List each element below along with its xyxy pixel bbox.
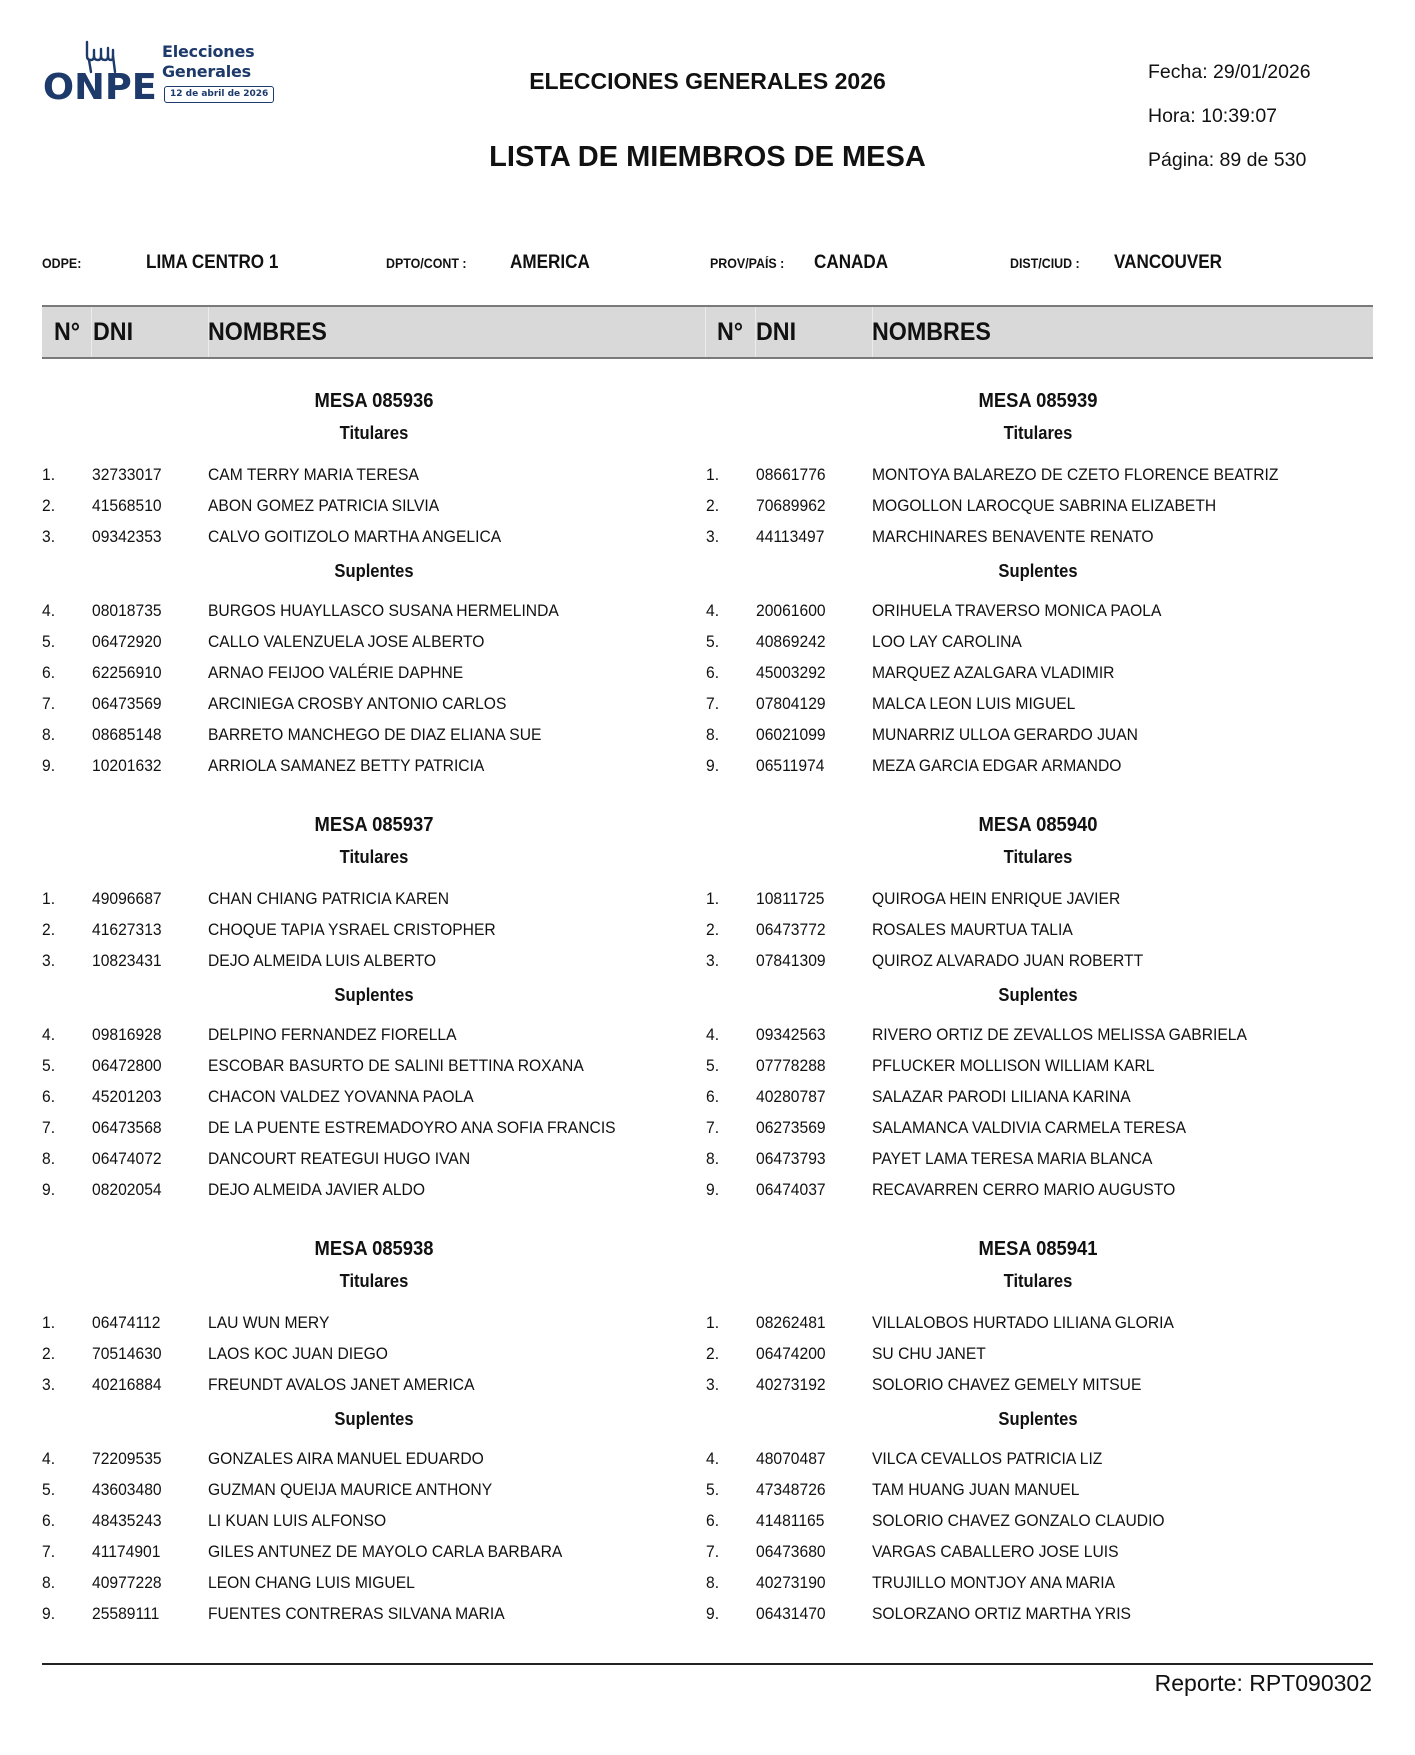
pagina: Página: 89 de 530 (1148, 149, 1307, 171)
member-number: 8. (706, 725, 720, 744)
member-row (706, 1311, 1370, 1335)
member-number: 7. (42, 694, 56, 713)
member-row (706, 1178, 1370, 1202)
member-dni: 43603480 (92, 1480, 162, 1499)
member-number: 6. (42, 1511, 56, 1530)
column-divider (705, 307, 706, 357)
member-name: SOLORIO CHAVEZ GEMELY MITSUE (872, 1375, 1142, 1394)
dist-label: DIST/CIUD : (1010, 256, 1080, 271)
member-number: 8. (706, 1573, 720, 1592)
member-row (706, 754, 1370, 778)
member-dni: 06474112 (92, 1313, 161, 1332)
member-name: LAOS KOC JUAN DIEGO (208, 1344, 388, 1363)
member-row (42, 1602, 706, 1626)
logo-brand: ONPE (42, 67, 157, 108)
member-name: SALAMANCA VALDIVIA CARMELA TERESA (872, 1118, 1187, 1137)
member-dni: 06473568 (92, 1118, 162, 1137)
member-row (42, 630, 706, 654)
onpe-logo (42, 40, 272, 110)
member-row (706, 1147, 1370, 1171)
member-row (706, 692, 1370, 716)
member-name: DE LA PUENTE ESTREMADOYRO ANA SOFIA FRANCIS (208, 1118, 616, 1137)
member-number: 8. (42, 1149, 56, 1168)
member-number: 6. (42, 1087, 56, 1106)
member-name: QUIROGA HEIN ENRIQUE JAVIER (872, 889, 1121, 908)
member-number: 3. (706, 1375, 720, 1394)
member-name: CAM TERRY MARIA TERESA (208, 465, 419, 484)
member-row (706, 1054, 1370, 1078)
member-name: CALLO VALENZUELA JOSE ALBERTO (208, 632, 485, 651)
member-name: ARNAO FEIJOO VALÉRIE DAPHNE (208, 663, 464, 682)
member-row (42, 1540, 706, 1564)
member-number: 3. (42, 951, 56, 970)
member-row (42, 1023, 706, 1047)
member-dni: 41568510 (92, 496, 162, 515)
member-row (706, 1571, 1370, 1595)
member-name: BURGOS HUAYLLASCO SUSANA HERMELINDA (208, 601, 559, 620)
member-number: 1. (706, 465, 720, 484)
member-dni: 09342563 (756, 1025, 826, 1044)
member-name: SOLORIO CHAVEZ GONZALO CLAUDIO (872, 1511, 1165, 1530)
suplentes-heading: Suplentes (334, 1409, 414, 1429)
header-dni-right: DNI (756, 318, 797, 346)
odpe-value: LIMA CENTRO 1 (146, 252, 279, 273)
member-name: SALAZAR PARODI LILIANA KARINA (872, 1087, 1131, 1106)
column-header (42, 305, 1373, 359)
member-number: 4. (706, 601, 720, 620)
member-dni: 06511974 (756, 756, 825, 775)
member-number: 3. (42, 1375, 56, 1394)
mesa-title: MESA 085941 (978, 1238, 1098, 1260)
member-name: LEON CHANG LUIS MIGUEL (208, 1573, 415, 1592)
member-dni: 07841309 (756, 951, 826, 970)
member-number: 3. (42, 527, 56, 546)
member-number: 1. (42, 465, 56, 484)
member-number: 4. (706, 1025, 720, 1044)
member-row (42, 494, 706, 518)
dist-value: VANCOUVER (1114, 252, 1222, 273)
member-row (42, 1571, 706, 1595)
suplentes-heading: Suplentes (998, 561, 1078, 581)
member-row (42, 1311, 706, 1335)
member-number: 5. (42, 1056, 56, 1075)
member-dni: 48435243 (92, 1511, 162, 1530)
member-row (42, 1116, 706, 1140)
member-name: VARGAS CABALLERO JOSE LUIS (872, 1542, 1119, 1561)
member-dni: 41627313 (92, 920, 162, 939)
member-name: CALVO GOITIZOLO MARTHA ANGELICA (208, 527, 502, 546)
header-nombres-left: NOMBRES (208, 318, 327, 346)
member-name: LAU WUN MERY (208, 1313, 330, 1332)
member-name: ESCOBAR BASURTO DE SALINI BETTINA ROXANA (208, 1056, 584, 1075)
member-dni: 40869242 (756, 632, 826, 651)
member-dni: 32733017 (92, 465, 162, 484)
prov-label: PROV/PAÍS : (710, 256, 785, 271)
member-dni: 06472920 (92, 632, 162, 651)
member-name: MARCHINARES BENAVENTE RENATO (872, 527, 1154, 546)
member-name: SOLORZANO ORTIZ MARTHA YRIS (872, 1604, 1131, 1623)
member-dni: 48070487 (756, 1449, 826, 1468)
member-dni: 06473569 (92, 694, 162, 713)
member-row (42, 1373, 706, 1397)
member-name: GILES ANTUNEZ DE MAYOLO CARLA BARBARA (208, 1542, 563, 1561)
member-number: 6. (706, 1511, 720, 1530)
member-name: TRUJILLO MONTJOY ANA MARIA (872, 1573, 1116, 1592)
member-name: MUNARRIZ ULLOA GERARDO JUAN (872, 725, 1138, 744)
header-num-left: N° (54, 318, 81, 346)
member-dni: 06473680 (756, 1542, 826, 1561)
odpe-label: ODPE: (42, 256, 82, 271)
member-dni: 06473772 (756, 920, 826, 939)
member-number: 7. (42, 1118, 56, 1137)
member-dni: 08262481 (756, 1313, 826, 1332)
member-number: 2. (706, 920, 720, 939)
titulares-heading: Titulares (339, 1271, 409, 1291)
titulares-heading: Titulares (1003, 847, 1073, 867)
report-title: ELECCIONES GENERALES 2026 (529, 68, 886, 94)
member-dni: 41174901 (92, 1542, 161, 1561)
member-row (42, 723, 706, 747)
member-number: 7. (706, 694, 720, 713)
member-number: 2. (42, 920, 56, 939)
member-dni: 07804129 (756, 694, 826, 713)
member-row (42, 1178, 706, 1202)
member-name: PFLUCKER MOLLISON WILLIAM KARL (872, 1056, 1155, 1075)
member-dni: 06472800 (92, 1056, 162, 1075)
member-row (706, 1116, 1370, 1140)
header-dni-left: DNI (93, 318, 134, 346)
member-name: QUIROZ ALVARADO JUAN ROBERTT (872, 951, 1144, 970)
fecha: Fecha: 29/01/2026 (1148, 61, 1311, 83)
member-name: DELPINO FERNANDEZ FIORELLA (208, 1025, 457, 1044)
member-dni: 08661776 (756, 465, 826, 484)
column-divider (91, 307, 92, 357)
member-dni: 70689962 (756, 496, 826, 515)
member-dni: 44113497 (756, 527, 825, 546)
header-nombres-right: NOMBRES (872, 318, 991, 346)
member-number: 4. (42, 1025, 56, 1044)
titulares-heading: Titulares (339, 847, 409, 867)
suplentes-heading: Suplentes (334, 985, 414, 1005)
member-dni: 45201203 (92, 1087, 162, 1106)
member-number: 5. (706, 1480, 720, 1499)
member-dni: 45003292 (756, 663, 826, 682)
hora: Hora: 10:39:07 (1148, 105, 1278, 127)
member-name: GUZMAN QUEIJA MAURICE ANTHONY (208, 1480, 493, 1499)
member-name: CHOQUE TAPIA YSRAEL CRISTOPHER (208, 920, 496, 939)
member-name: DEJO ALMEIDA JAVIER ALDO (208, 1180, 426, 1199)
member-number: 9. (706, 756, 720, 775)
member-number: 4. (706, 1449, 720, 1468)
member-row (706, 1342, 1370, 1366)
member-name: MEZA GARCIA EDGAR ARMANDO (872, 756, 1122, 775)
member-name: FREUNDT AVALOS JANET AMERICA (208, 1375, 475, 1394)
mesa-title: MESA 085939 (978, 390, 1098, 412)
member-name: DEJO ALMEIDA LUIS ALBERTO (208, 951, 437, 970)
member-number: 6. (42, 663, 56, 682)
member-dni: 49096687 (92, 889, 162, 908)
member-row (706, 887, 1370, 911)
member-name: RECAVARREN CERRO MARIO AUGUSTO (872, 1180, 1176, 1199)
member-row (42, 1478, 706, 1502)
member-number: 9. (706, 1180, 720, 1199)
member-dni: 10811725 (756, 889, 825, 908)
mesa-title: MESA 085936 (314, 390, 434, 412)
member-row (42, 918, 706, 942)
member-dni: 40273192 (756, 1375, 826, 1394)
member-dni: 06474072 (92, 1149, 162, 1168)
member-row (706, 1023, 1370, 1047)
member-dni: 40216884 (92, 1375, 162, 1394)
member-number: 5. (706, 1056, 720, 1075)
member-dni: 08018735 (92, 601, 162, 620)
report-title-wrap (430, 68, 985, 95)
member-name: VILLALOBOS HURTADO LILIANA GLORIA (872, 1313, 1174, 1332)
member-name: PAYET LAMA TERESA MARIA BLANCA (872, 1149, 1153, 1168)
member-row (42, 949, 706, 973)
member-name: LI KUAN LUIS ALFONSO (208, 1511, 387, 1530)
member-dni: 06474200 (756, 1344, 826, 1363)
mesa-title: MESA 085937 (314, 814, 434, 836)
suplentes-heading: Suplentes (334, 561, 414, 581)
member-number: 7. (42, 1542, 56, 1561)
member-number: 9. (42, 1180, 56, 1199)
member-dni: 40273190 (756, 1573, 826, 1592)
logo-title-line2: Generales (162, 62, 251, 81)
member-dni: 08685148 (92, 725, 162, 744)
member-number: 3. (706, 527, 720, 546)
member-number: 3. (706, 951, 720, 970)
member-number: 8. (42, 1573, 56, 1592)
titulares-heading: Titulares (1003, 423, 1073, 443)
member-number: 7. (706, 1542, 720, 1561)
member-dni: 06021099 (756, 725, 826, 744)
prov-value: CANADA (814, 252, 889, 273)
titulares-heading: Titulares (339, 423, 409, 443)
member-row (42, 754, 706, 778)
header-num-right: N° (717, 318, 744, 346)
member-row (42, 692, 706, 716)
member-dni: 09816928 (92, 1025, 162, 1044)
member-name: CHACON VALDEZ YOVANNA PAOLA (208, 1087, 474, 1106)
member-row (706, 599, 1370, 623)
member-number: 1. (706, 1313, 720, 1332)
member-number: 9. (42, 756, 56, 775)
member-name: RIVERO ORTIZ DE ZEVALLOS MELISSA GABRIELA (872, 1025, 1247, 1044)
member-row (42, 463, 706, 487)
member-number: 6. (706, 1087, 720, 1106)
member-row (42, 1342, 706, 1366)
logo-date-badge: 12 de abril de 2026 (164, 86, 274, 103)
member-name: ABON GOMEZ PATRICIA SILVIA (208, 496, 440, 515)
member-number: 7. (706, 1118, 720, 1137)
member-number: 1. (42, 1313, 56, 1332)
member-number: 2. (706, 1344, 720, 1363)
member-row (706, 949, 1370, 973)
member-number: 5. (706, 632, 720, 651)
dpto-value: AMERICA (510, 252, 590, 273)
logo-title (162, 42, 254, 82)
member-dni: 07778288 (756, 1056, 826, 1075)
member-dni: 40280787 (756, 1087, 826, 1106)
member-dni: 09342353 (92, 527, 162, 546)
member-number: 8. (706, 1149, 720, 1168)
member-dni: 06273569 (756, 1118, 826, 1137)
member-dni: 06431470 (756, 1604, 826, 1623)
member-dni: 70514630 (92, 1344, 162, 1363)
member-row (42, 1509, 706, 1533)
member-name: GONZALES AIRA MANUEL EDUARDO (208, 1449, 484, 1468)
member-dni: 62256910 (92, 663, 162, 682)
member-name: TAM HUANG JUAN MANUEL (872, 1480, 1080, 1499)
member-row (706, 1447, 1370, 1471)
member-row (706, 723, 1370, 747)
member-row (706, 525, 1370, 549)
member-number: 8. (42, 725, 56, 744)
dpto-label: DPTO/CONT : (386, 256, 467, 271)
report-code: Reporte: RPT090302 (1154, 1670, 1372, 1696)
member-number: 2. (706, 496, 720, 515)
member-row (706, 1478, 1370, 1502)
member-row (42, 661, 706, 685)
suplentes-heading: Suplentes (998, 1409, 1078, 1429)
member-dni: 06473793 (756, 1149, 826, 1168)
mesa-title: MESA 085940 (978, 814, 1098, 836)
member-number: 1. (706, 889, 720, 908)
member-row (42, 599, 706, 623)
member-row (706, 630, 1370, 654)
member-number: 4. (42, 1449, 56, 1468)
footer-divider (42, 1663, 1373, 1665)
member-dni: 06474037 (756, 1180, 826, 1199)
member-dni: 10201632 (92, 756, 162, 775)
suplentes-heading: Suplentes (998, 985, 1078, 1005)
member-name: BARRETO MANCHEGO DE DIAZ ELIANA SUE (208, 725, 542, 744)
member-row (706, 1509, 1370, 1533)
member-row (706, 918, 1370, 942)
member-row (706, 1540, 1370, 1564)
member-dni: 40977228 (92, 1573, 162, 1592)
member-dni: 10823431 (92, 951, 162, 970)
member-name: VILCA CEVALLOS PATRICIA LIZ (872, 1449, 1103, 1468)
member-row (706, 494, 1370, 518)
member-number: 1. (42, 889, 56, 908)
member-name: ROSALES MAURTUA TALIA (872, 920, 1073, 939)
member-row (706, 463, 1370, 487)
report-subtitle: LISTA DE MIEMBROS DE MESA (489, 141, 926, 173)
member-row (42, 887, 706, 911)
logo-title-line1: Elecciones (162, 42, 255, 61)
member-dni: 72209535 (92, 1449, 162, 1468)
member-number: 2. (42, 496, 56, 515)
member-row (706, 661, 1370, 685)
member-name: ORIHUELA TRAVERSO MONICA PAOLA (872, 601, 1162, 620)
member-row (706, 1602, 1370, 1626)
member-dni: 47348726 (756, 1480, 826, 1499)
member-row (42, 1054, 706, 1078)
member-name: ARCINIEGA CROSBY ANTONIO CARLOS (208, 694, 507, 713)
titulares-heading: Titulares (1003, 1271, 1073, 1291)
member-dni: 20061600 (756, 601, 826, 620)
member-name: MOGOLLON LAROCQUE SABRINA ELIZABETH (872, 496, 1217, 515)
member-name: CHAN CHIANG PATRICIA KAREN (208, 889, 450, 908)
member-dni: 25589111 (92, 1604, 160, 1623)
member-dni: 41481165 (756, 1511, 825, 1530)
member-row (706, 1373, 1370, 1397)
member-number: 6. (706, 663, 720, 682)
member-name: LOO LAY CAROLINA (872, 632, 1022, 651)
member-name: MONTOYA BALAREZO DE CZETO FLORENCE BEATRIZ (872, 465, 1279, 484)
member-name: DANCOURT REATEGUI HUGO IVAN (208, 1149, 471, 1168)
member-number: 4. (42, 601, 56, 620)
member-row (42, 525, 706, 549)
member-row (42, 1085, 706, 1109)
report-subtitle-wrap (430, 141, 985, 174)
member-number: 9. (42, 1604, 56, 1623)
member-number: 2. (42, 1344, 56, 1363)
member-row (706, 1085, 1370, 1109)
member-number: 5. (42, 1480, 56, 1499)
mesa-title: MESA 085938 (314, 1238, 434, 1260)
member-number: 5. (42, 632, 56, 651)
member-name: MARQUEZ AZALGARA VLADIMIR (872, 663, 1115, 682)
member-name: SU CHU JANET (872, 1344, 986, 1363)
member-row (42, 1147, 706, 1171)
member-name: MALCA LEON LUIS MIGUEL (872, 694, 1076, 713)
member-name: ARRIOLA SAMANEZ BETTY PATRICIA (208, 756, 485, 775)
member-row (42, 1447, 706, 1471)
member-name: FUENTES CONTRERAS SILVANA MARIA (208, 1604, 505, 1623)
member-number: 9. (706, 1604, 720, 1623)
member-dni: 08202054 (92, 1180, 162, 1199)
